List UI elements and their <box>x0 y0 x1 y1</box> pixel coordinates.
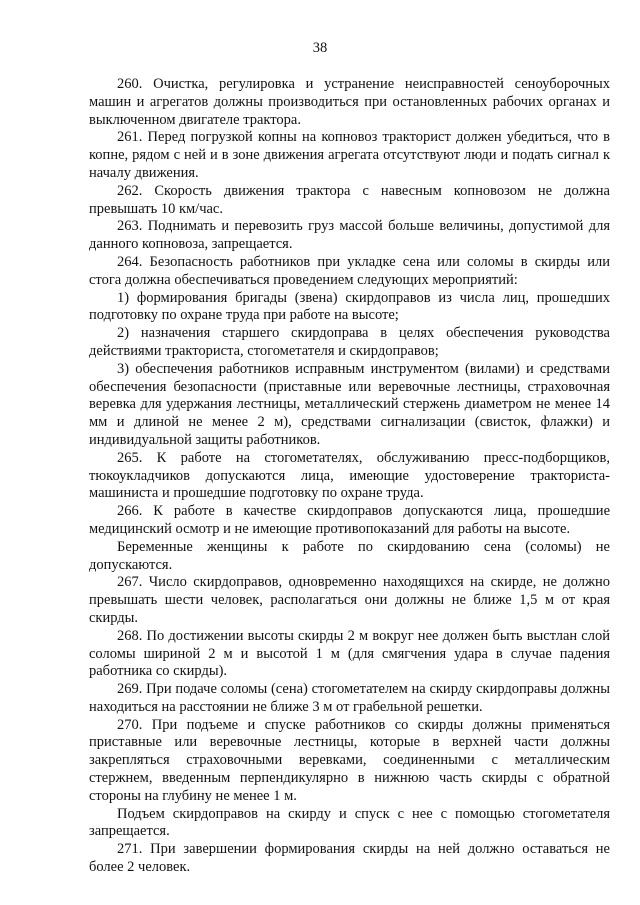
page-number: 38 <box>312 40 328 56</box>
paragraph-261: 261. Перед погрузкой копны на копновоз тракторист должен убедиться, что в копне, рядом с ней и в зоне движения агрегата отсутствуют люди и подать сигнал к началу движения. <box>89 129 610 181</box>
paragraph-264-item-2: 2) назначения старшего скирдоправа в целях обеспечения руководства действиями тракториста, стогометателя и скирдоправов; <box>89 325 610 359</box>
paragraph-267: 267. Число скирдоправов, одновременно находящихся на скирде, не должно превышать шести человек, располагаться они должны не ближе 1,5 м от края скирды. <box>89 574 610 626</box>
paragraph-264-item-3: 3) обеспечения работников исправным инструментом (вилами) и средствами обеспечения безопасности (приставные или веревочные лестницы, страховочная веревка для удержания лестницы, металлический стержень диаметром не менее 14 мм и длиной не менее 2 м), средствами сигнализации (свисток, флажки) и индивидуальной защиты работников. <box>89 360 610 448</box>
paragraph-262: 262. Скорость движения трактора с навесным копновозом не должна превышать 10 км/час. <box>89 182 610 217</box>
document-body <box>89 76 610 877</box>
paragraph-269: 269. При подаче соломы (сена) стогометателем на скирду скирдоправы должны находиться на расстоянии не ближе 3 м от грабельной решетки. <box>89 681 610 715</box>
paragraph-266-note: Беременные женщины к работе по скирдованию сена (соломы) не допускаются. <box>89 538 610 573</box>
paragraph-268: 268. По достижении высоты скирды 2 м вокруг нее должен быть выстлан слой соломы шириной 2 м и высотой 1 м (для смягчения удара в случае падения работника со скирды). <box>89 627 610 680</box>
paragraph-263: 263. Поднимать и перевозить груз массой больше величины, допустимой для данного копновоза, запрещается. <box>89 218 610 253</box>
paragraph-266: 266. К работе в качестве скирдоправов допускаются лица, прошедшие медицинский осмотр и не имеющие противопоказаний для работы на высоте. <box>89 503 610 537</box>
paragraph-264: 264. Безопасность работников при укладке сена или соломы в скирды или стога должна обеспечиваться проведением следующих мероприятий: <box>89 253 610 288</box>
paragraph-265: 265. К работе на стогометателях, обслуживанию пресс-подборщиков, тюкоукладчиков допускаются лица, имеющие удостоверение тракториста-машиниста и прошедшие подготовку по охране труда. <box>89 449 610 502</box>
paragraph-270-note: Подъем скирдоправов на скирду и спуск с нее с помощью стогометателя запрещается. <box>89 805 610 840</box>
paragraph-270: 270. При подъеме и спуске работников со скирды должны применяться приставные или веревочные лестницы, которые в верхней части должны закрепляться страховочными веревками, соединенными с металлическим стержнем, введенным перпендикулярно в нижнюю часть скирды с обратной стороны на глубину не менее 1 м. <box>89 716 610 804</box>
paragraph-260: 260. Очистка, регулировка и устранение неисправностей сеноуборочных машин и агрегатов должны производиться при остановленных рабочих органах и выключенном двигателе трактора. <box>89 76 610 128</box>
paragraph-264-item-1: 1) формирования бригады (звена) скирдоправов из числа лиц, прошедших подготовку по охране труда при работе на высоте; <box>89 289 610 324</box>
paragraph-271: 271. При завершении формирования скирды на ней должно оставаться не более 2 человек. <box>89 841 610 876</box>
